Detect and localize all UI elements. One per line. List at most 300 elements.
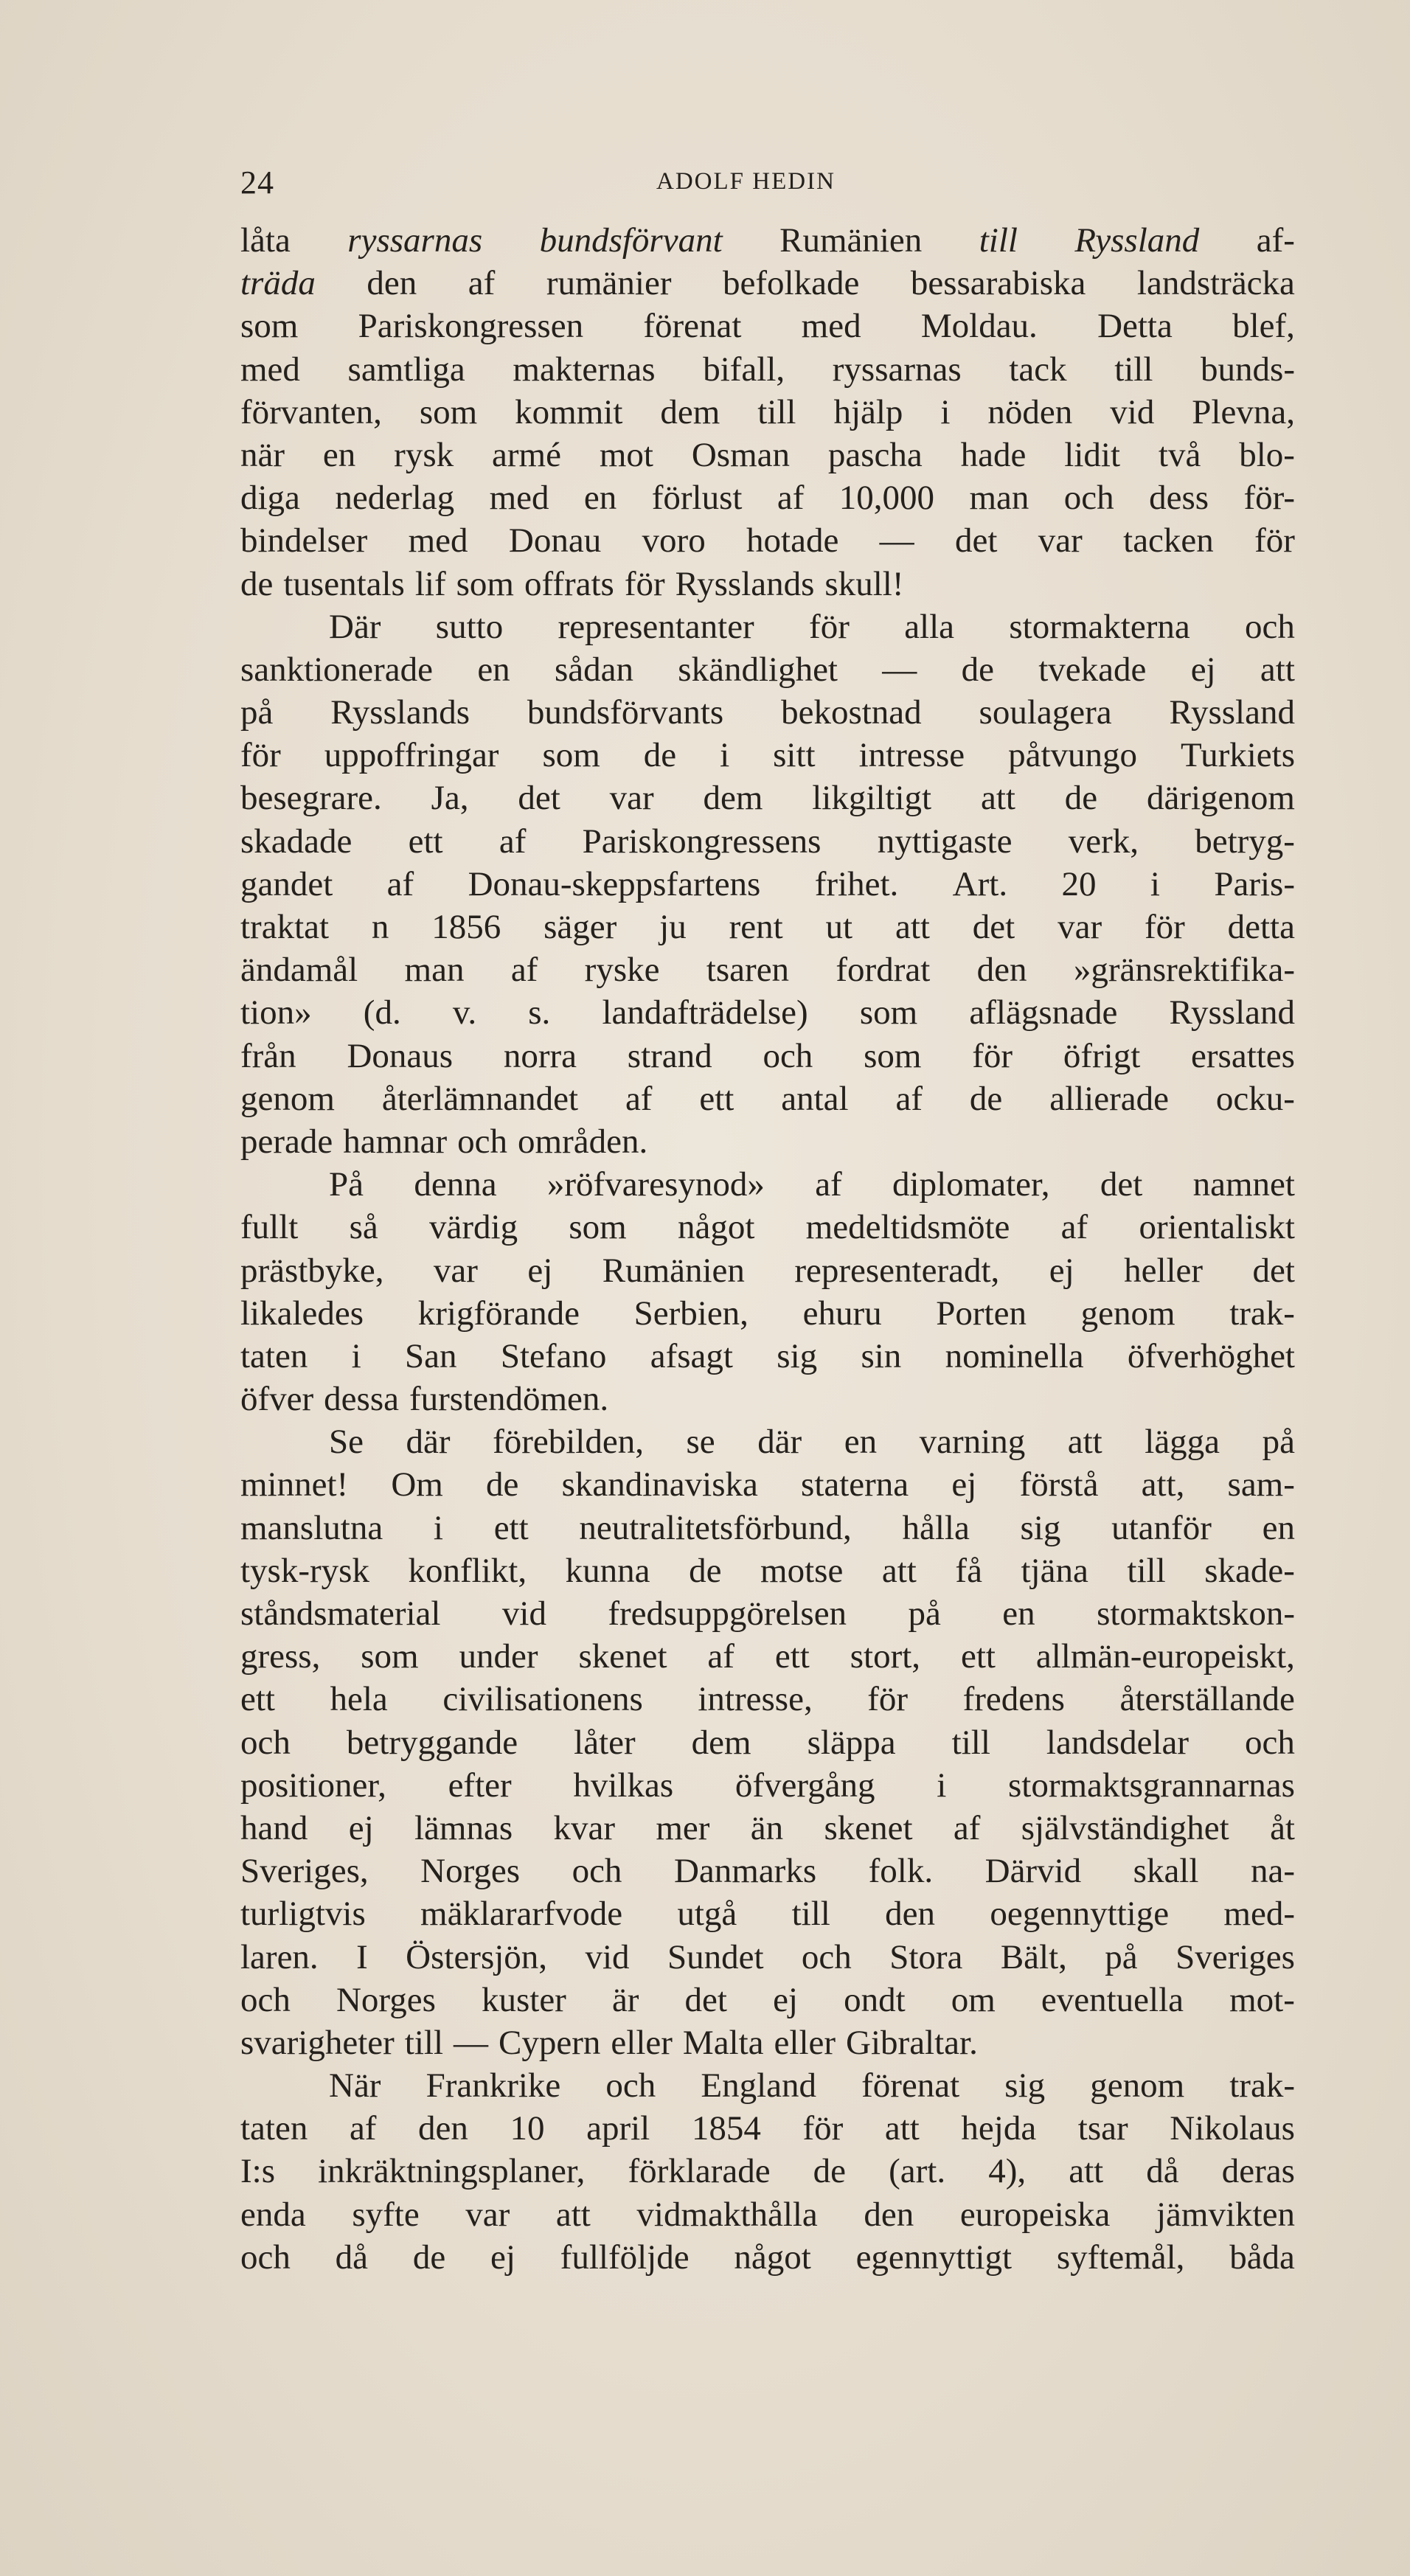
word: öfvergång (734, 1766, 875, 1805)
word: att (1069, 2152, 1104, 2191)
word: båda (1229, 2237, 1295, 2277)
word: »gränsrektifika- (1073, 951, 1295, 990)
word: det (972, 908, 1015, 946)
word: På (329, 1165, 364, 1204)
word: 1854 (691, 2109, 761, 2148)
word: mäklararfvode (420, 1895, 623, 1934)
word: England (701, 2066, 816, 2105)
word: diga (240, 479, 300, 518)
word: af (895, 1079, 923, 1118)
word: de (969, 1079, 1003, 1118)
word: nöden (987, 392, 1073, 431)
word: ersattes (1191, 1036, 1295, 1075)
word: eller (774, 2023, 836, 2062)
word: tysk-rysk (240, 1551, 369, 1590)
word: skändlighet (678, 650, 838, 689)
word: sig (1020, 1508, 1061, 1547)
word: med (801, 307, 861, 346)
word: för- (1243, 479, 1295, 518)
word: aflägsnade (969, 993, 1118, 1032)
word: den (367, 264, 417, 303)
word: dess (1149, 479, 1209, 518)
word: genom (240, 1079, 335, 1118)
word: skall (1133, 1852, 1199, 1891)
word: ett (699, 1079, 734, 1118)
word: fullföljde (560, 2237, 690, 2277)
text-line (240, 1120, 1295, 1163)
word: och (240, 1980, 291, 2019)
word: ut (825, 908, 853, 946)
word: Malta (682, 2023, 764, 2062)
word: de (961, 650, 994, 689)
word: Rysslands (330, 693, 470, 732)
word: kunna (565, 1551, 650, 1590)
word: ett (493, 1508, 529, 1547)
word: fullt (240, 1208, 299, 1247)
word: i (433, 1508, 443, 1547)
word: Norges (420, 1852, 521, 1891)
word: ej (1049, 1251, 1074, 1290)
text-line (240, 1979, 1295, 2021)
word: det (684, 1980, 727, 2019)
word: eller (611, 2023, 673, 2062)
word: Porten (936, 1294, 1027, 1333)
word: sitt (773, 736, 816, 775)
word: låter (574, 1723, 636, 1762)
word: armé (492, 435, 561, 474)
word: hejda (961, 2109, 1037, 2148)
word: till (951, 1723, 990, 1762)
word: det (1100, 1165, 1143, 1204)
word: för (624, 564, 665, 603)
word: Detta (1097, 307, 1173, 346)
word: frihet. (814, 864, 899, 903)
word: Ryssland (1169, 693, 1295, 732)
word: och (763, 1036, 813, 1075)
word: taten (240, 1336, 308, 1375)
word: var (1058, 908, 1102, 946)
word: Frankrike (426, 2066, 561, 2105)
word: två (1158, 435, 1201, 474)
word: påtvungo (1008, 736, 1138, 775)
text-line (240, 391, 1295, 434)
word: norra (503, 1036, 577, 1075)
word: verk, (1068, 822, 1139, 861)
word: na- (1250, 1852, 1295, 1891)
word: åt (1270, 1808, 1295, 1847)
word: stormakterna (1009, 607, 1190, 646)
word: tusentals (283, 564, 405, 603)
text-line (240, 1764, 1295, 1807)
word: lägga (1145, 1423, 1220, 1462)
word: en (322, 435, 356, 474)
word: Rysslands (675, 564, 815, 603)
word: hela (330, 1680, 388, 1719)
text-line (240, 1163, 1295, 1206)
word: fredens (962, 1680, 1065, 1719)
running-head (240, 164, 1302, 208)
word: San (405, 1336, 457, 1375)
word: sutto (435, 607, 504, 646)
word: turligtvis (240, 1895, 366, 1934)
word: rysk (394, 435, 454, 474)
word: perade (240, 1122, 333, 1161)
text-line (240, 948, 1295, 991)
word: för (867, 1680, 909, 1719)
word: på (908, 1594, 941, 1633)
text-line (240, 1850, 1295, 1892)
word: återställande (1119, 1680, 1295, 1719)
word: Serbien, (633, 1294, 749, 1333)
word: gress, (240, 1637, 321, 1676)
word: tion» (240, 993, 312, 1032)
word: genom (1090, 2066, 1185, 2105)
word: vid (501, 1594, 546, 1633)
word: dem (691, 1723, 751, 1762)
page-number: 24 (240, 164, 274, 201)
word: Norges (336, 1980, 436, 2019)
word: och (1245, 1723, 1295, 1762)
word: landsträcka (1136, 264, 1295, 303)
word: för (972, 1036, 1013, 1075)
word: likaledes (240, 1294, 364, 1333)
word: uppoffringar (324, 736, 499, 775)
text-line (240, 648, 1295, 691)
word: förklarade (628, 2152, 771, 2191)
word: Därvid (984, 1852, 1082, 1891)
word: kuster (481, 1980, 566, 2019)
word: 20 (1061, 864, 1097, 903)
word: när (240, 435, 285, 474)
word: europeiska (959, 2195, 1111, 2234)
body-text (240, 219, 1295, 2279)
word: trak- (1229, 2066, 1295, 2105)
word: släppa (807, 1723, 896, 1762)
word: så (349, 1208, 378, 1247)
word: återlämnandet (381, 1079, 579, 1118)
word: som (456, 564, 514, 603)
text-line (240, 2021, 1295, 2064)
word: deras (1221, 2152, 1295, 2191)
word: ryske (584, 951, 660, 990)
word: oegennyttige (990, 1895, 1170, 1934)
word: afsagt (650, 1336, 733, 1375)
word: sanktionerade (240, 650, 434, 689)
word: orientaliskt (1139, 1208, 1295, 1247)
word: Gibraltar. (846, 2023, 978, 2062)
word: I:s (240, 2152, 275, 2191)
word: och (572, 1852, 622, 1891)
word: I (356, 1937, 368, 1976)
word: att (881, 1551, 917, 1590)
word: som (419, 392, 478, 431)
word: lif (414, 564, 446, 603)
word: tjäna (1021, 1551, 1088, 1590)
word: konflikt, (408, 1551, 527, 1590)
word: att (1067, 1423, 1102, 1462)
text-line (240, 1592, 1295, 1635)
text-line (240, 1635, 1295, 1678)
text-line (240, 691, 1295, 734)
word: heller (1124, 1251, 1204, 1290)
word: lidit (1064, 435, 1121, 474)
word: Se (329, 1423, 364, 1462)
text-line (240, 863, 1295, 906)
word: Bält, (1000, 1937, 1067, 1976)
word: Moldau. (920, 307, 1038, 346)
word: namnet (1192, 1165, 1295, 1204)
word: ej (951, 1465, 977, 1504)
word: rumänier (546, 264, 672, 303)
word: Sveriges (1175, 1937, 1295, 1976)
word: att (1260, 650, 1295, 689)
word: man (969, 479, 1029, 518)
word: Turkiets (1181, 736, 1295, 775)
word: nederlag (335, 479, 455, 518)
word: gandet (240, 864, 333, 903)
word: ett (408, 822, 443, 861)
word: Ja, (431, 779, 469, 818)
word: vidmakthålla (636, 2195, 818, 2234)
word: enda (240, 2195, 306, 2234)
word: antal (781, 1079, 849, 1118)
word: mer (656, 1808, 710, 1847)
text-line (240, 476, 1295, 519)
word: civilisationens (442, 1680, 643, 1719)
word: värdig (429, 1208, 518, 1247)
word: till (1114, 350, 1153, 389)
word: krigförande (417, 1294, 580, 1333)
word: det (518, 779, 560, 818)
text-line (240, 1249, 1295, 1292)
word: ehuru (802, 1294, 882, 1333)
word: af (953, 1808, 981, 1847)
word: bundsförvant (539, 221, 723, 260)
word: betryg- (1195, 822, 1295, 861)
word: Pariskongressen (358, 307, 584, 346)
word: Ryssland (1169, 993, 1295, 1032)
text-line (240, 1507, 1295, 1549)
text-line (240, 563, 1295, 605)
word: sådan (554, 650, 633, 689)
word: prästbyke, (240, 1251, 384, 1290)
word: sig (1004, 2066, 1046, 2105)
word: af (777, 479, 805, 518)
word: Donau-skeppsfartens (468, 864, 761, 903)
word: manslutna (240, 1508, 383, 1547)
word: och (457, 1122, 508, 1161)
word: ej (490, 2237, 515, 2277)
word: Rumänien (602, 1251, 745, 1290)
word: ryssarnas (832, 350, 962, 389)
word: det (1252, 1251, 1295, 1290)
text-line (240, 991, 1295, 1034)
word: på (240, 693, 274, 732)
word: ändamål (240, 951, 358, 990)
word: öfverhöghet (1127, 1336, 1295, 1375)
word: af (815, 1165, 842, 1204)
word: stort, (850, 1637, 921, 1676)
text-line (240, 1549, 1295, 1592)
word: dem (703, 779, 763, 818)
word: med (408, 521, 468, 560)
word: Ryssland (1074, 221, 1200, 260)
word: som (859, 993, 918, 1032)
word: befolkade (723, 264, 860, 303)
word: tsar (1077, 2109, 1128, 2148)
word: v. (452, 993, 477, 1032)
word: den (864, 2195, 914, 2234)
word: bunds- (1201, 350, 1295, 389)
word: att (555, 2195, 591, 2234)
text-line (240, 605, 1295, 648)
text-line (240, 2193, 1295, 2236)
word: en (1002, 1594, 1035, 1633)
word: denna (414, 1165, 497, 1204)
word: till (791, 1895, 830, 1934)
word: ocku- (1215, 1079, 1295, 1118)
word: områden. (518, 1122, 648, 1161)
word: de (486, 1465, 519, 1504)
word: en (477, 650, 510, 689)
text-line (240, 1335, 1295, 1378)
text-line (240, 820, 1295, 863)
word: Donaus (347, 1036, 454, 1075)
word: den (885, 1895, 936, 1934)
word: af (349, 2109, 377, 2148)
word: att, (1141, 1465, 1185, 1504)
word: de (643, 736, 677, 775)
word: »röfvaresynod» (546, 1165, 765, 1204)
word: för (240, 736, 281, 775)
word: Om (391, 1465, 443, 1504)
text-line (240, 1206, 1295, 1249)
word: de (240, 564, 274, 603)
text-line (240, 1678, 1295, 1721)
word: intresse, (698, 1680, 813, 1719)
word: var (1038, 521, 1083, 560)
word: öfrigt (1063, 1036, 1141, 1075)
word: syftemål, (1056, 2237, 1185, 2277)
word: ett (240, 1680, 275, 1719)
word: s. (528, 993, 551, 1032)
word: att (884, 2109, 920, 2148)
word: Paris- (1214, 864, 1295, 903)
word: hotade (746, 521, 839, 560)
word: representeradt, (794, 1251, 1000, 1290)
text-line (240, 1292, 1295, 1335)
word: för (809, 607, 850, 646)
word: landafträdelse) (602, 993, 808, 1032)
word: se (686, 1423, 715, 1462)
word: af (1060, 1208, 1088, 1247)
word: den (418, 2109, 468, 2148)
word: ett (774, 1637, 810, 1676)
running-title: ADOLF HEDIN (656, 168, 836, 195)
word: självständighet (1021, 1808, 1229, 1847)
word: af (386, 864, 414, 903)
word: en (583, 479, 617, 518)
word: minnet! (240, 1465, 349, 1504)
word: offrats (524, 564, 614, 603)
text-line (240, 262, 1295, 305)
word: där (406, 1423, 451, 1462)
word: ondt (844, 1980, 906, 2019)
word: ej (773, 1980, 798, 2019)
word: ståndsmaterial (240, 1594, 441, 1633)
word: bessarabiska (910, 264, 1086, 303)
word: där (757, 1423, 802, 1462)
word: bekostnad (781, 693, 922, 732)
word: jämvikten (1156, 2195, 1295, 2234)
word: hade (960, 435, 1027, 474)
word: förstå (1019, 1465, 1099, 1504)
word: staterna (801, 1465, 909, 1504)
word: nyttigaste (877, 822, 1013, 861)
word: förvanten, (240, 392, 382, 431)
word: hamnar (343, 1122, 448, 1161)
word: När (329, 2066, 381, 2105)
word: Donau (508, 521, 602, 560)
word: något (677, 1208, 755, 1247)
word: varning (919, 1423, 1026, 1462)
word: neutralitetsförbund, (579, 1508, 852, 1547)
word: 1856 (431, 908, 501, 946)
text-line (240, 348, 1295, 391)
word: dem (660, 392, 720, 431)
word: besegrare. (240, 779, 382, 818)
word: hand (240, 1808, 308, 1847)
word: — (879, 521, 914, 560)
word: och (801, 1937, 852, 1976)
word: dessa (324, 1380, 399, 1419)
word: med (240, 350, 300, 389)
word: ju (659, 908, 687, 946)
word: var (609, 779, 654, 818)
word: 10,000 (838, 479, 935, 518)
word: hjälp (833, 392, 903, 431)
word: och (605, 2066, 656, 2105)
word: alla (904, 607, 955, 646)
word: af (707, 1637, 734, 1676)
word: från (240, 1036, 296, 1075)
word: landsdelar (1046, 1723, 1190, 1762)
word: kvar (553, 1808, 615, 1847)
word: de (1064, 779, 1098, 818)
word: Danmarks (673, 1852, 817, 1891)
word: skade- (1204, 1551, 1295, 1590)
word: folk. (868, 1852, 934, 1891)
word: Stefano (500, 1336, 607, 1375)
word: detta (1227, 908, 1295, 946)
word: 10 (510, 2109, 545, 2148)
word: och (1063, 479, 1114, 518)
word: representanter (558, 607, 754, 646)
word: som (361, 1637, 419, 1676)
word: om (951, 1980, 996, 2019)
word: ej (527, 1251, 553, 1290)
word: efter (448, 1766, 512, 1805)
word: traktat (240, 908, 330, 946)
text-line (240, 777, 1295, 819)
word: med- (1223, 1895, 1295, 1934)
word: af (625, 1079, 653, 1118)
word: svarigheter (240, 2023, 395, 2062)
text-line (240, 305, 1295, 347)
word: stormaktsgrannarnas (1008, 1766, 1295, 1805)
word: intresse (858, 736, 965, 775)
word: betryggande (346, 1723, 518, 1762)
